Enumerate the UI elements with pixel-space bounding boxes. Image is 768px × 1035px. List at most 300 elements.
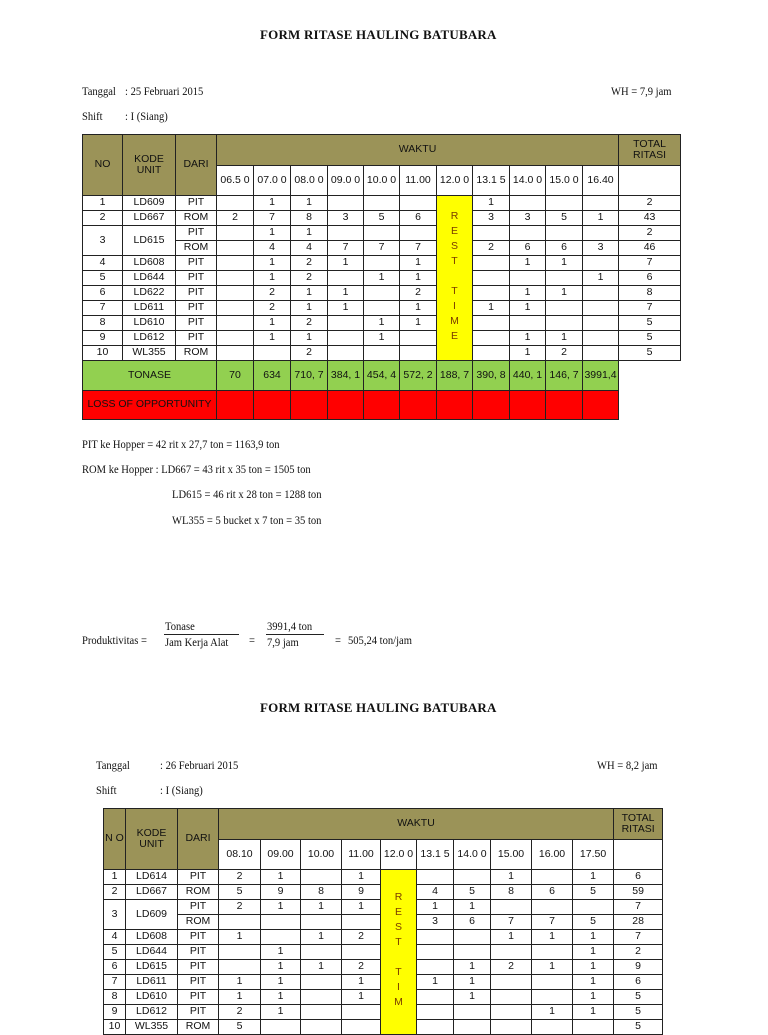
loss-cell xyxy=(254,391,291,420)
ritase-cell: 1 xyxy=(219,990,261,1005)
ritase-cell xyxy=(532,990,573,1005)
loss-cell xyxy=(291,391,328,420)
time-header: 09.00 xyxy=(261,840,301,870)
table-row xyxy=(83,226,681,241)
ritase-cell xyxy=(473,226,510,241)
ritase-cell: 3 xyxy=(510,211,546,226)
row-dari: PIT xyxy=(176,331,217,346)
ritase-cell xyxy=(417,945,454,960)
row-dari: PIT xyxy=(176,256,217,271)
ritase-cell: 2 xyxy=(217,211,254,226)
form2-tanggal-label: Tanggal xyxy=(96,758,130,772)
row-total: 5 xyxy=(614,1005,663,1020)
ritase-cell: 1 xyxy=(342,975,381,990)
ritase-cell xyxy=(510,226,546,241)
ritase-cell: 1 xyxy=(573,1005,614,1020)
ritase-cell xyxy=(400,346,437,361)
ritase-cell: 7 xyxy=(328,241,364,256)
row-kode-unit: LD667 xyxy=(126,885,178,900)
ritase-cell xyxy=(301,1005,342,1020)
ritase-cell xyxy=(473,286,510,301)
calc-wl355: WL355 = 5 bucket x 7 ton = 35 ton xyxy=(172,513,322,527)
ritase-cell xyxy=(217,196,254,211)
rest-letter: M xyxy=(394,996,403,1008)
ritase-cell: 5 xyxy=(364,211,400,226)
ritase-cell xyxy=(301,945,342,960)
row-kode-unit: LD644 xyxy=(123,271,176,286)
rest-letter: R xyxy=(394,891,403,903)
ritase-cell xyxy=(417,990,454,1005)
ritase-cell: 1 xyxy=(454,900,491,915)
ritase-cell: 6 xyxy=(454,915,491,930)
ritase-cell: 1 xyxy=(532,960,573,975)
form1-tanggal-label: Tanggal xyxy=(82,84,116,98)
ritase-cell xyxy=(217,286,254,301)
tonase-cell: 440, 1 xyxy=(510,361,546,391)
row-kode-unit: LD667 xyxy=(123,211,176,226)
ritase-cell xyxy=(217,241,254,256)
prod-numerator-1: Tonase xyxy=(165,619,195,633)
ritase-cell xyxy=(301,990,342,1005)
row-total: 2 xyxy=(614,945,663,960)
table-row xyxy=(83,196,681,211)
ritase-cell: 3 xyxy=(417,915,454,930)
ritase-cell xyxy=(400,331,437,346)
ritase-cell: 1 xyxy=(510,331,546,346)
row-dari: PIT xyxy=(178,975,219,990)
tonase-cell: 384, 1 xyxy=(328,361,364,391)
ritase-cell xyxy=(510,196,546,211)
row-dari: PIT xyxy=(178,945,219,960)
ritase-cell xyxy=(473,271,510,286)
ritase-cell: 1 xyxy=(261,900,301,915)
row-kode-unit: LD615 xyxy=(123,226,176,256)
rest-letter xyxy=(381,952,416,967)
ritase-cell: 1 xyxy=(491,930,532,945)
ritase-cell xyxy=(546,196,583,211)
calc-pit: PIT ke Hopper = 42 rit x 27,7 ton = 1163,9 ton xyxy=(82,437,280,451)
prod-equals-2: = xyxy=(335,633,341,647)
table-row xyxy=(83,301,681,316)
rest-letter: S xyxy=(450,239,458,252)
ritase-cell xyxy=(217,226,254,241)
loss-cell xyxy=(546,391,583,420)
ritase-cell: 1 xyxy=(261,945,301,960)
ritase-cell: 2 xyxy=(473,241,510,256)
total-header-blank xyxy=(619,166,681,196)
calc-rom: ROM ke Hopper : LD667 = 43 rit x 35 ton = 1505 ton xyxy=(82,462,311,476)
ritase-cell: 1 xyxy=(510,256,546,271)
ritase-cell xyxy=(328,196,364,211)
ritase-cell xyxy=(217,256,254,271)
ritase-cell xyxy=(532,900,573,915)
row-total: 6 xyxy=(619,271,681,286)
row-no: 5 xyxy=(104,945,126,960)
row-total: 5 xyxy=(614,990,663,1005)
ritase-cell: 2 xyxy=(254,301,291,316)
row-kode-unit: LD608 xyxy=(126,930,178,945)
ritase-cell xyxy=(473,256,510,271)
ritase-cell: 4 xyxy=(254,241,291,256)
loss-cell xyxy=(473,391,510,420)
prod-numerator-2: 3991,4 ton xyxy=(267,619,313,633)
table-row xyxy=(83,331,681,346)
header-waktu: WAKTU xyxy=(219,809,614,840)
ritase-cell xyxy=(217,331,254,346)
ritase-cell: 1 xyxy=(342,870,381,885)
time-header: 12.0 0 xyxy=(381,840,417,870)
ritase-cell xyxy=(583,226,619,241)
row-dari: ROM xyxy=(178,885,219,900)
ritase-cell xyxy=(328,316,364,331)
produktivitas-label: Produktivitas = xyxy=(82,633,147,647)
ritase-cell xyxy=(573,900,614,915)
ritase-cell xyxy=(342,915,381,930)
ritase-cell: 1 xyxy=(573,945,614,960)
ritase-cell xyxy=(454,930,491,945)
table-row xyxy=(83,346,681,361)
ritase-cell: 1 xyxy=(291,301,328,316)
row-total: 2 xyxy=(619,226,681,241)
ritase-cell: 1 xyxy=(532,930,573,945)
ritase-cell xyxy=(491,900,532,915)
row-kode-unit: WL355 xyxy=(126,1020,178,1035)
ritase-cell: 1 xyxy=(291,226,328,241)
row-total: 59 xyxy=(614,885,663,900)
rest-time-cell xyxy=(437,196,473,361)
row-dari: PIT xyxy=(178,960,219,975)
time-header: 09.0 0 xyxy=(328,166,364,196)
ritase-cell: 3 xyxy=(473,211,510,226)
ritase-cell: 1 xyxy=(328,286,364,301)
row-kode-unit: LD610 xyxy=(123,316,176,331)
prod-denominator-1: Jam Kerja Alat xyxy=(165,635,229,649)
ritase-cell xyxy=(254,346,291,361)
row-no: 9 xyxy=(104,1005,126,1020)
ritase-cell: 1 xyxy=(254,316,291,331)
ritase-cell xyxy=(301,915,342,930)
row-total: 8 xyxy=(619,286,681,301)
ritase-cell: 2 xyxy=(291,271,328,286)
row-dari: PIT xyxy=(176,301,217,316)
ritase-cell: 1 xyxy=(573,960,614,975)
ritase-cell: 1 xyxy=(254,226,291,241)
rest-letter: S xyxy=(394,921,402,933)
ritase-cell: 1 xyxy=(364,316,400,331)
ritase-cell: 5 xyxy=(573,885,614,900)
ritase-cell xyxy=(583,346,619,361)
table-row xyxy=(83,256,681,271)
ritase-cell: 1 xyxy=(546,286,583,301)
row-total: 7 xyxy=(619,301,681,316)
row-no: 2 xyxy=(104,885,126,900)
ritase-cell: 6 xyxy=(546,241,583,256)
ritase-cell xyxy=(417,1005,454,1020)
ritase-cell: 1 xyxy=(546,256,583,271)
tonase-label: TONASE xyxy=(83,361,217,391)
ritase-cell: 1 xyxy=(328,256,364,271)
form1-tanggal-value: : 25 Februari 2015 xyxy=(125,84,204,98)
ritase-cell: 1 xyxy=(510,286,546,301)
ritase-cell: 1 xyxy=(364,331,400,346)
loss-cell xyxy=(364,391,400,420)
row-total: 6 xyxy=(614,870,663,885)
row-no: 10 xyxy=(83,346,123,361)
row-total: 5 xyxy=(619,331,681,346)
row-dari: ROM xyxy=(178,1020,219,1035)
row-dari: PIT xyxy=(178,870,219,885)
ritase-cell: 6 xyxy=(532,885,573,900)
ritase-cell xyxy=(510,271,546,286)
ritase-cell: 1 xyxy=(254,331,291,346)
table-row xyxy=(83,271,681,286)
table-row xyxy=(83,286,681,301)
ritase-cell: 1 xyxy=(400,301,437,316)
time-header: 06.5 0 xyxy=(217,166,254,196)
ritase-cell xyxy=(261,915,301,930)
ritase-cell xyxy=(473,346,510,361)
row-dari: PIT xyxy=(178,900,219,915)
ritase-cell: 5 xyxy=(573,915,614,930)
row-no: 5 xyxy=(83,271,123,286)
ritase-cell: 5 xyxy=(546,211,583,226)
ritase-cell: 1 xyxy=(261,960,301,975)
tonase-cell: 572, 2 xyxy=(400,361,437,391)
rest-letter: I xyxy=(397,981,400,993)
ritase-cell: 7 xyxy=(532,915,573,930)
loss-cell xyxy=(583,391,619,420)
ritase-cell: 2 xyxy=(400,286,437,301)
ritase-cell: 1 xyxy=(454,975,491,990)
ritase-cell xyxy=(364,286,400,301)
ritase-cell xyxy=(417,1020,454,1035)
ritase-cell: 1 xyxy=(454,990,491,1005)
ritase-cell xyxy=(417,870,454,885)
ritase-cell xyxy=(532,975,573,990)
time-header: 15.00 xyxy=(491,840,532,870)
row-dari: PIT xyxy=(178,990,219,1005)
ritase-cell xyxy=(219,960,261,975)
ritase-cell xyxy=(328,346,364,361)
ritase-cell: 1 xyxy=(583,211,619,226)
ritase-cell xyxy=(546,271,583,286)
ritase-cell: 7 xyxy=(254,211,291,226)
ritase-cell: 1 xyxy=(261,1005,301,1020)
ritase-cell xyxy=(510,316,546,331)
row-dari: PIT xyxy=(176,226,217,241)
row-total: 5 xyxy=(619,316,681,331)
tonase-cell: 454, 4 xyxy=(364,361,400,391)
header-no: N O xyxy=(104,809,126,870)
ritase-cell: 5 xyxy=(454,885,491,900)
table-row xyxy=(104,870,663,885)
rest-letter: I xyxy=(453,299,456,312)
ritase-cell xyxy=(400,226,437,241)
header-total-ritasi: TOTAL RITASI xyxy=(614,809,663,840)
ritase-cell: 1 xyxy=(254,196,291,211)
ritase-cell: 1 xyxy=(583,271,619,286)
ritase-cell: 8 xyxy=(291,211,328,226)
header-no: NO xyxy=(83,135,123,196)
ritase-cell: 1 xyxy=(491,870,532,885)
ritase-cell xyxy=(454,1005,491,1020)
ritase-cell xyxy=(342,1005,381,1020)
row-total: 5 xyxy=(619,346,681,361)
row-kode-unit: LD611 xyxy=(123,301,176,316)
row-no: 4 xyxy=(104,930,126,945)
row-no: 10 xyxy=(104,1020,126,1035)
ritase-cell: 1 xyxy=(400,256,437,271)
tonase-cell: 188, 7 xyxy=(437,361,473,391)
row-no: 4 xyxy=(83,256,123,271)
row-no: 8 xyxy=(104,990,126,1005)
ritase-cell xyxy=(261,930,301,945)
form2-shift-value: : I (Siang) xyxy=(160,783,203,797)
ritase-cell xyxy=(261,1020,301,1035)
ritase-cell xyxy=(364,346,400,361)
ritase-cell: 1 xyxy=(291,196,328,211)
row-dari: PIT xyxy=(178,930,219,945)
time-header: 16.00 xyxy=(532,840,573,870)
row-total: 9 xyxy=(614,960,663,975)
total-header-blank xyxy=(614,840,663,870)
time-header: 07.0 0 xyxy=(254,166,291,196)
row-kode-unit: LD609 xyxy=(123,196,176,211)
row-dari: ROM xyxy=(176,241,217,256)
tonase-cell: 710, 7 xyxy=(291,361,328,391)
ritase-cell: 1 xyxy=(254,271,291,286)
ritase-cell: 5 xyxy=(219,885,261,900)
ritase-cell: 2 xyxy=(219,870,261,885)
row-dari: PIT xyxy=(176,316,217,331)
time-header: 08.10 xyxy=(219,840,261,870)
prod-denominator-2: 7,9 jam xyxy=(267,635,299,649)
ritase-cell xyxy=(583,286,619,301)
ritase-cell: 4 xyxy=(291,241,328,256)
ritase-cell xyxy=(532,1020,573,1035)
row-total: 2 xyxy=(619,196,681,211)
time-header: 16.40 xyxy=(583,166,619,196)
row-dari: PIT xyxy=(176,286,217,301)
ritase-cell xyxy=(473,316,510,331)
ritase-cell: 2 xyxy=(254,286,291,301)
ritase-cell xyxy=(301,870,342,885)
row-dari: PIT xyxy=(176,196,217,211)
ritase-cell xyxy=(364,301,400,316)
time-header: 10.0 0 xyxy=(364,166,400,196)
row-total: 7 xyxy=(614,930,663,945)
ritase-cell: 2 xyxy=(546,346,583,361)
ritase-cell xyxy=(546,316,583,331)
ritase-cell: 1 xyxy=(301,900,342,915)
header-total-ritasi: TOTAL RITASI xyxy=(619,135,681,166)
header-dari: DARI xyxy=(178,809,219,870)
ritase-cell xyxy=(301,1020,342,1035)
ritase-cell: 1 xyxy=(573,975,614,990)
ritase-cell xyxy=(417,960,454,975)
ritase-cell: 3 xyxy=(328,211,364,226)
ritase-cell xyxy=(583,256,619,271)
time-header: 08.0 0 xyxy=(291,166,328,196)
ritase-cell xyxy=(573,1020,614,1035)
ritase-cell: 1 xyxy=(417,900,454,915)
form2-title: FORM RITASE HAULING BATUBARA xyxy=(260,700,497,715)
row-dari: ROM xyxy=(176,211,217,226)
ritase-cell xyxy=(328,271,364,286)
loss-cell xyxy=(328,391,364,420)
time-header: 17.50 xyxy=(573,840,614,870)
ritase-cell xyxy=(532,870,573,885)
ritase-cell xyxy=(400,196,437,211)
ritase-cell xyxy=(583,331,619,346)
ritase-cell xyxy=(491,975,532,990)
ritase-cell: 2 xyxy=(342,930,381,945)
tonase-cell: 70 xyxy=(217,361,254,391)
ritase-cell: 1 xyxy=(301,930,342,945)
row-total: 28 xyxy=(614,915,663,930)
time-header: 12.0 0 xyxy=(437,166,473,196)
time-header: 11.00 xyxy=(400,166,437,196)
ritase-cell: 7 xyxy=(491,915,532,930)
ritase-cell: 1 xyxy=(400,271,437,286)
ritase-cell: 1 xyxy=(546,331,583,346)
tonase-cell: 390, 8 xyxy=(473,361,510,391)
row-kode-unit: LD609 xyxy=(126,900,178,930)
tonase-cell: 146, 7 xyxy=(546,361,583,391)
row-no: 7 xyxy=(104,975,126,990)
ritase-cell: 1 xyxy=(254,256,291,271)
ritase-cell xyxy=(364,226,400,241)
rest-letter: T xyxy=(451,284,458,297)
ritase-cell: 3 xyxy=(583,241,619,256)
row-kode-unit: LD614 xyxy=(126,870,178,885)
ritase-cell: 9 xyxy=(342,885,381,900)
ritase-cell: 1 xyxy=(573,870,614,885)
ritase-cell xyxy=(417,930,454,945)
header-kode-unit: KODE UNIT xyxy=(126,809,178,870)
rest-letter: T xyxy=(451,254,458,267)
row-no: 1 xyxy=(104,870,126,885)
row-kode-unit: LD612 xyxy=(126,1005,178,1020)
ritase-cell: 1 xyxy=(573,990,614,1005)
ritase-cell: 2 xyxy=(491,960,532,975)
ritase-cell xyxy=(454,870,491,885)
ritase-cell: 4 xyxy=(417,885,454,900)
rest-letter: T xyxy=(395,966,402,978)
ritase-cell xyxy=(583,301,619,316)
ritase-cell xyxy=(217,301,254,316)
rest-letter: M xyxy=(450,314,459,327)
ritase-cell: 1 xyxy=(291,331,328,346)
row-no: 7 xyxy=(83,301,123,316)
ritase-cell xyxy=(328,331,364,346)
row-no: 3 xyxy=(104,900,126,930)
ritase-cell: 1 xyxy=(473,196,510,211)
ritase-cell xyxy=(217,346,254,361)
row-kode-unit: WL355 xyxy=(123,346,176,361)
ritase-cell xyxy=(491,1020,532,1035)
ritase-cell xyxy=(328,226,364,241)
ritase-cell: 1 xyxy=(261,990,301,1005)
row-kode-unit: LD610 xyxy=(126,990,178,1005)
ritase-cell: 1 xyxy=(342,900,381,915)
row-total: 7 xyxy=(614,900,663,915)
time-header: 13.1 5 xyxy=(473,166,510,196)
ritase-cell: 1 xyxy=(219,930,261,945)
table-row xyxy=(83,211,681,226)
row-no: 2 xyxy=(83,211,123,226)
ritase-cell: 1 xyxy=(532,1005,573,1020)
